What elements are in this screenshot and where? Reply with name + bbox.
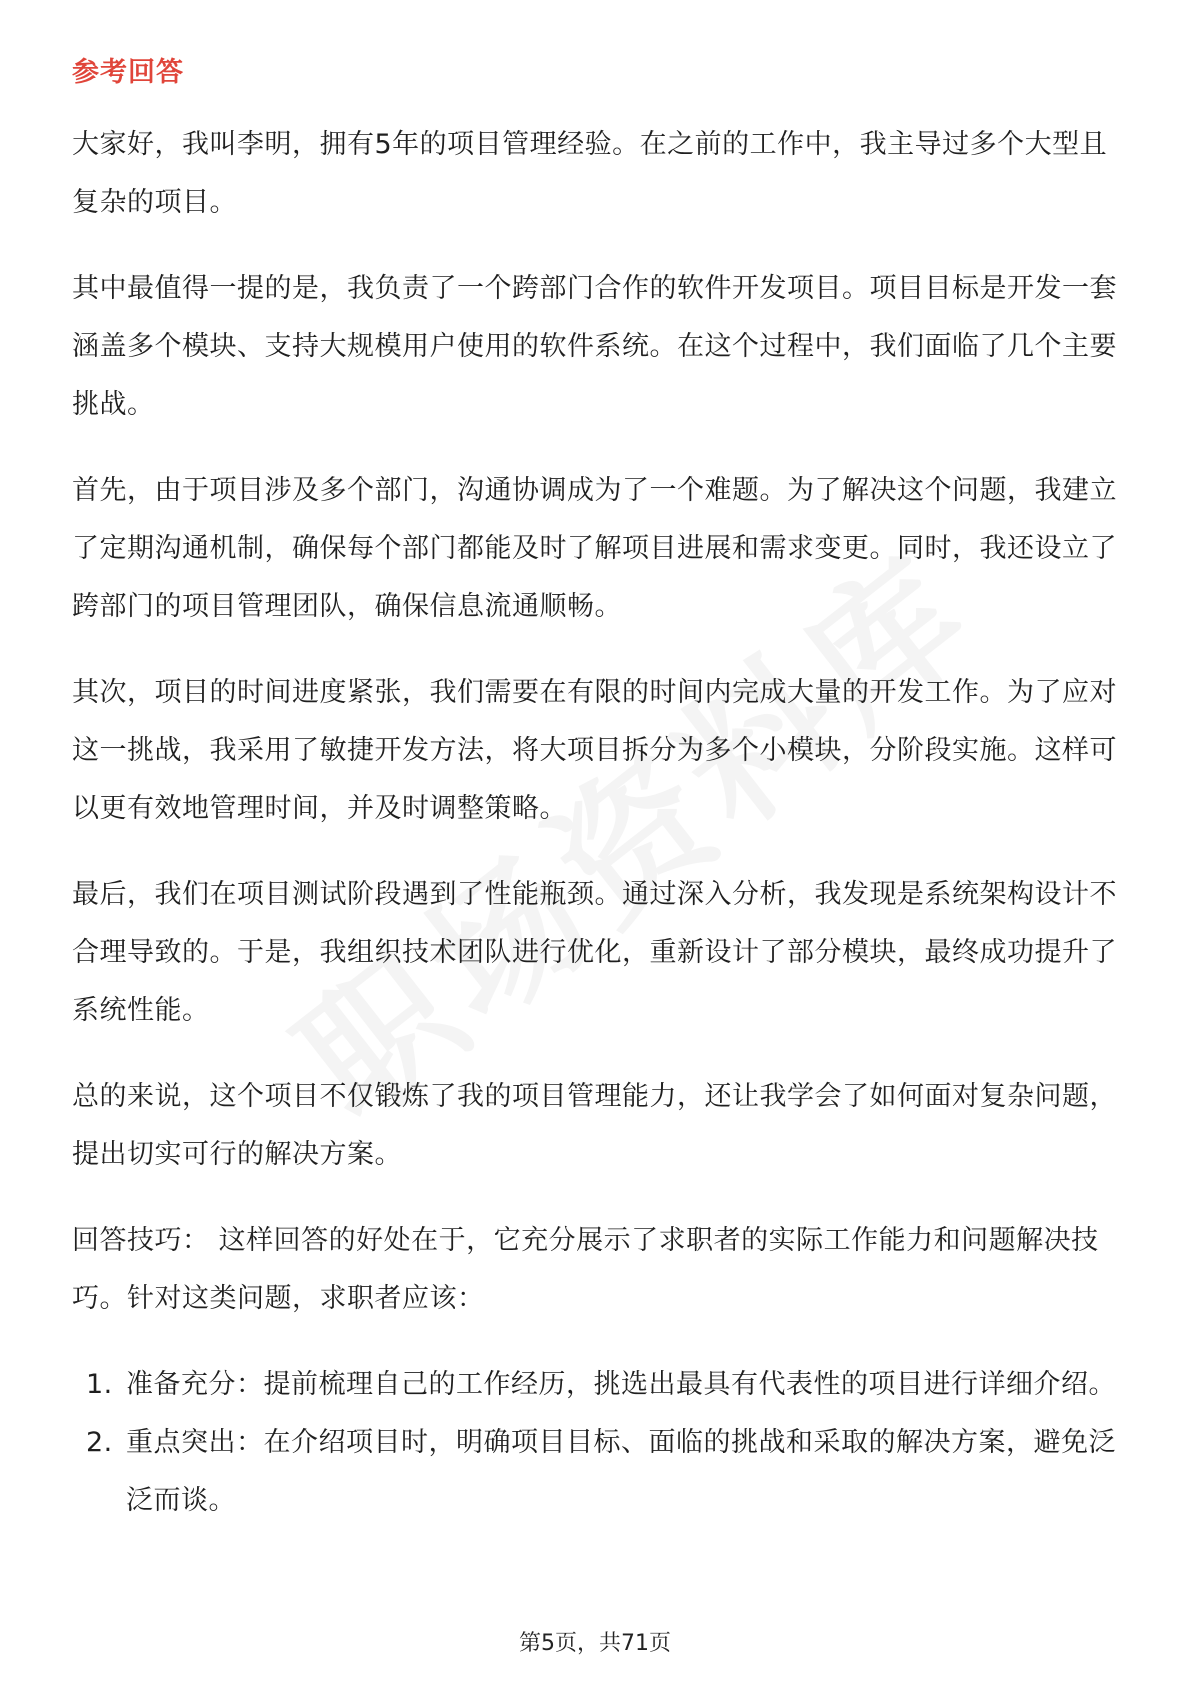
list-number: 2. <box>86 1427 113 1458</box>
paragraph-intro: 大家好，我叫李明，拥有5年的项目管理经验。在之前的工作中，我主导过多个大型且复杂的项目。 <box>72 129 1108 218</box>
paragraph-third-challenge: 最后，我们在项目测试阶段遇到了性能瓶颈。通过深入分析，我发现是系统架构设计不合理导致的。于是，我组织技术团队进行优化，重新设计了部分模块，最终成功提升了系统性能。 <box>72 879 1117 1026</box>
answer-body <box>72 116 1122 1530</box>
paragraph-summary: 总的来说，这个项目不仅锻炼了我的项目管理能力，还让我学会了如何面对复杂问题，提出切实可行的解决方案。 <box>72 1081 1117 1170</box>
paragraph-project: 其中最值得一提的是，我负责了一个跨部门合作的软件开发项目。项目目标是开发一套涵盖多个模块、支持大规模用户使用的软件系统。在这个过程中，我们面临了几个主要挑战。 <box>72 273 1117 420</box>
paragraph-tips: 回答技巧： 这样回答的好处在于，它充分展示了求职者的实际工作能力和问题解决技巧。针对这类问题，求职者应该： <box>72 1225 1099 1314</box>
list-text: 准备充分：提前梳理自己的工作经历，挑选出最具有代表性的项目进行详细介绍。 <box>126 1369 1116 1400</box>
list-item <box>72 1414 1122 1530</box>
paragraph-first-challenge: 首先，由于项目涉及多个部门，沟通协调成为了一个难题。为了解决这个问题，我建立了定期沟通机制，确保每个部门都能及时了解项目进展和需求变更。同时，我还设立了跨部门的项目管理团队，确保信息流通顺畅。 <box>72 475 1117 622</box>
list-item <box>72 1356 1122 1414</box>
paragraph-second-challenge: 其次，项目的时间进度紧张，我们需要在有限的时间内完成大量的开发工作。为了应对这一挑战，我采用了敏捷开发方法，将大项目拆分为多个小模块，分阶段实施。这样可以更有效地管理时间，并及时调整策略。 <box>72 677 1117 824</box>
section-heading: 参考回答 <box>72 57 184 88</box>
list-number: 1. <box>86 1369 113 1400</box>
page-footer: 第5页，共71页 <box>519 1631 671 1656</box>
tips-list <box>72 1356 1122 1530</box>
list-text: 重点突出：在介绍项目时，明确项目目标、面临的挑战和采取的解决方案，避免泛泛而谈。 <box>126 1427 1116 1516</box>
